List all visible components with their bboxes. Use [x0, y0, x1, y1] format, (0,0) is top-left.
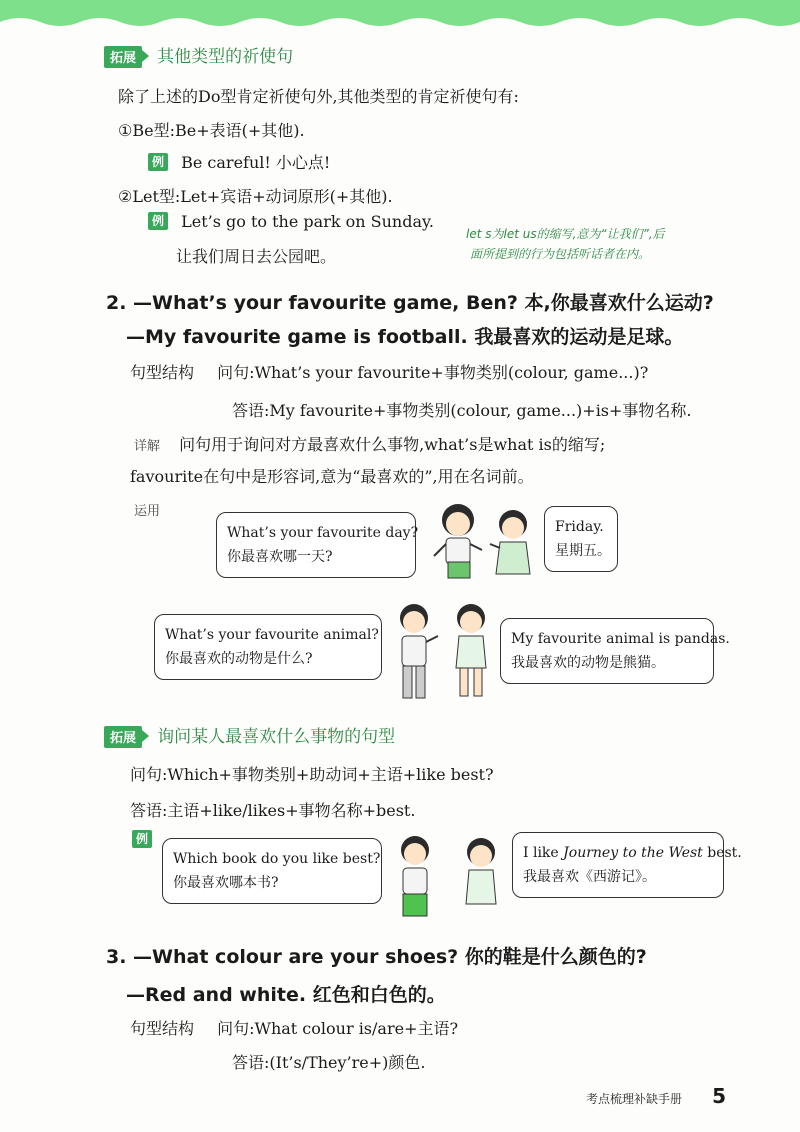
s2-detail-label: 详解	[134, 439, 161, 454]
boy-illustration	[488, 504, 538, 590]
s3-answer: —Red and white. 红色和白色的。	[126, 984, 446, 1006]
speech-bubble-favourite-animal	[154, 614, 382, 680]
s2-detail-row	[134, 432, 605, 455]
s3-structure-q: 问句:What colour is/are+主语?	[217, 1019, 459, 1038]
s2-structure-a: 答语:My favourite+事物类别(colour, game...)+is+事物名称.	[232, 401, 692, 420]
bubble-text-cn: 你最喜欢的动物是什么?	[165, 651, 313, 667]
bubble-text-cn: 我最喜欢《西游记》。	[523, 869, 656, 885]
ext2-answer: 答语:主语+like/likes+事物名称+best.	[130, 801, 416, 820]
girl-illustration	[454, 834, 508, 922]
s2-use-label: 运用	[134, 504, 161, 519]
bubble-text-pre: I like	[523, 845, 564, 861]
ext1-be-type: ①Be型:Be+表语(+其他).	[118, 121, 305, 140]
bubble-text-cn: 你最喜欢哪本书?	[173, 875, 279, 891]
ext1-tag: 拓展	[104, 46, 142, 68]
boy-illustration	[386, 600, 442, 704]
ext1-be-example: Be careful! 小心点!	[181, 153, 331, 172]
page-number: 5	[712, 1084, 726, 1108]
ext1-let-type: ②Let型:Let+宾语+动词原形(+其他).	[118, 187, 393, 206]
handwritten-note	[466, 224, 746, 264]
bubble-text-en: Which book do you like best?	[173, 851, 381, 867]
girl-illustration	[444, 600, 498, 704]
speech-bubble-pandas	[500, 618, 730, 684]
s3-structure-a: 答语:(It’s/They’re+)颜色.	[232, 1053, 426, 1072]
bubble-text-cn: 你最喜欢哪一天?	[227, 549, 333, 565]
bubble-text-en: What’s your favourite day?	[227, 525, 419, 541]
s3-question: 3. —What colour are your shoes? 你的鞋是什么颜色的?	[106, 946, 647, 968]
ext1-let-example-en: Let’s go to the park on Sunday.	[181, 212, 434, 231]
speech-bubble-which-book	[162, 838, 382, 904]
bubble-text-cn: 星期五。	[555, 543, 611, 559]
bubble-text-cn: 我最喜欢的动物是熊猫。	[511, 655, 665, 671]
speech-bubble-journey-west	[512, 832, 742, 898]
s2-question: 2. —What’s your favourite game, Ben? 本,你最喜欢什么运动?	[106, 292, 714, 314]
ext2-tag: 拓展	[104, 726, 142, 748]
ext1-title: 其他类型的祈使句	[157, 47, 294, 67]
ext1-let-example-row	[148, 212, 434, 231]
s3-structure-label: 句型结构	[130, 1019, 195, 1038]
s2-structure-q-row	[130, 360, 648, 383]
s3-structure-q-row	[130, 1016, 458, 1039]
s2-detail-1: 问句用于询问对方最喜欢什么事物,what’s是what is的缩写;	[179, 435, 606, 454]
ext1-heading	[104, 42, 293, 68]
ext1-intro: 除了上述的Do型肯定祈使句外,其他类型的肯定祈使句有:	[118, 87, 519, 106]
ext1-be-example-row	[148, 150, 330, 173]
ext2-heading	[104, 722, 395, 748]
ext2-example-label-row	[132, 830, 160, 849]
boy-illustration	[390, 832, 440, 922]
s2-structure-q: 问句:What’s your favourite+事物类别(colour, game...)?	[217, 363, 649, 382]
bubble-text-en: Friday.	[555, 519, 604, 535]
ext2-title: 询问某人最喜欢什么事物的句型	[157, 727, 396, 747]
example-label: 例	[148, 212, 168, 230]
s2-detail-2: favourite在句中是形容词,意为“最喜欢的”,用在名词前。	[130, 467, 534, 486]
girl-illustration	[428, 500, 488, 590]
bubble-text-en: My favourite animal is pandas.	[511, 631, 730, 647]
book-title-footer: 考点梳理补缺手册	[586, 1092, 683, 1106]
note-line-2: 面所提到的行为包括听话者在内。	[470, 247, 651, 261]
s2-structure-label: 句型结构	[130, 363, 195, 382]
speech-bubble-friday	[544, 506, 618, 572]
top-wave-decoration	[0, 0, 800, 34]
note-line-1: let s为let us的缩写,意为“让我们”,后	[466, 227, 665, 241]
bubble-text-en	[523, 841, 742, 865]
speech-bubble-favourite-day	[216, 512, 419, 578]
bubble-text-post: best.	[702, 845, 742, 861]
bubble-text-en: What’s your favourite animal?	[165, 627, 379, 643]
example-label: 例	[148, 153, 168, 171]
ext2-question: 问句:Which+事物类别+助动词+主语+like best?	[130, 765, 494, 784]
example-label: 例	[132, 830, 152, 848]
s2-answer: —My favourite game is football. 我最喜欢的运动是足球。	[126, 326, 684, 348]
book-title: Journey to the West	[563, 845, 703, 861]
ext1-let-example-cn: 让我们周日去公园吧。	[176, 247, 337, 266]
